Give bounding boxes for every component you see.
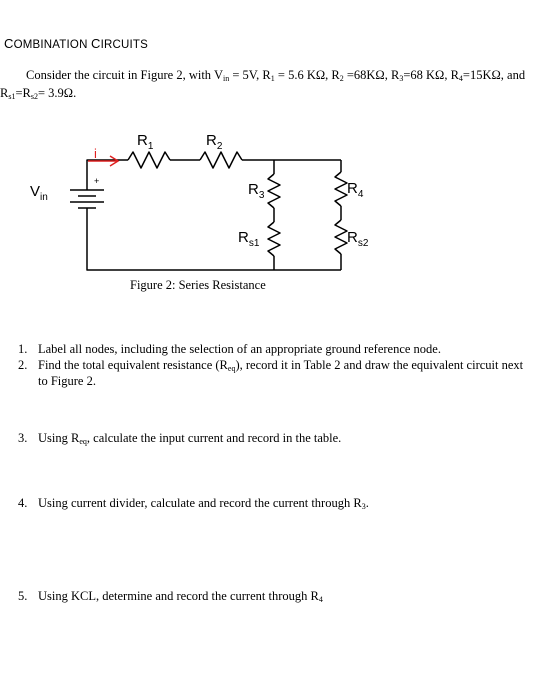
label-r2: $R_2$ xyxy=(206,132,223,152)
voltage-source xyxy=(70,190,104,212)
question-3: 3. Using $R_{eq}$, calculate the input current and record in the table. xyxy=(18,431,342,446)
label-plus: + xyxy=(94,176,100,186)
question-1: 1. Label all nodes, including the selection of an appropriate ground reference node. xyxy=(18,342,441,356)
current-label: i xyxy=(94,146,97,161)
resistor-r1 xyxy=(128,152,170,168)
figure-caption: Figure 2: Series Resistance xyxy=(130,278,266,292)
bottom-wire xyxy=(87,212,341,270)
label-r1: $R_1$ xyxy=(137,132,154,152)
resistor-r3 xyxy=(268,174,280,208)
question-5: 5. Using KCL, determine and record the current through $R_4$ xyxy=(18,589,323,604)
resistor-r4 xyxy=(335,172,347,206)
problem-statement: Consider the circuit in Figure 2, with $V_{in} = 5V$, $R_1 = 5.6$ KΩ, $R_2 =68K\Omega$, $R_3=68$ KΩ, $R_4=15K\Omega$, and $R_{s1}=R_{s2}= 3.9\Omega$. xyxy=(0,68,526,101)
label-rs1: $R_{s1}$ xyxy=(238,229,260,249)
label-vin: $V_{in}$ xyxy=(30,183,48,203)
resistor-rs1 xyxy=(268,222,280,256)
question-4: 4. Using current divider, calculate and record the current through $R_3$. xyxy=(18,496,369,511)
current-arrow-icon xyxy=(88,156,118,166)
section-header: COMBINATION CIRCUITS xyxy=(4,36,148,51)
label-r4: $R_4$ xyxy=(347,180,364,200)
label-rs2: $R_{s2}$ xyxy=(347,229,369,249)
label-r3: $R_3$ xyxy=(248,181,265,201)
question-2: 2. Find the total equivalent resistance $(R_{eq})$, record it in Table 2 and draw the equivalent circuit next to Figure 2. xyxy=(18,358,524,388)
circuit-diagram xyxy=(0,0,559,300)
resistor-rs2 xyxy=(335,220,347,254)
resistor-r2 xyxy=(200,152,242,168)
